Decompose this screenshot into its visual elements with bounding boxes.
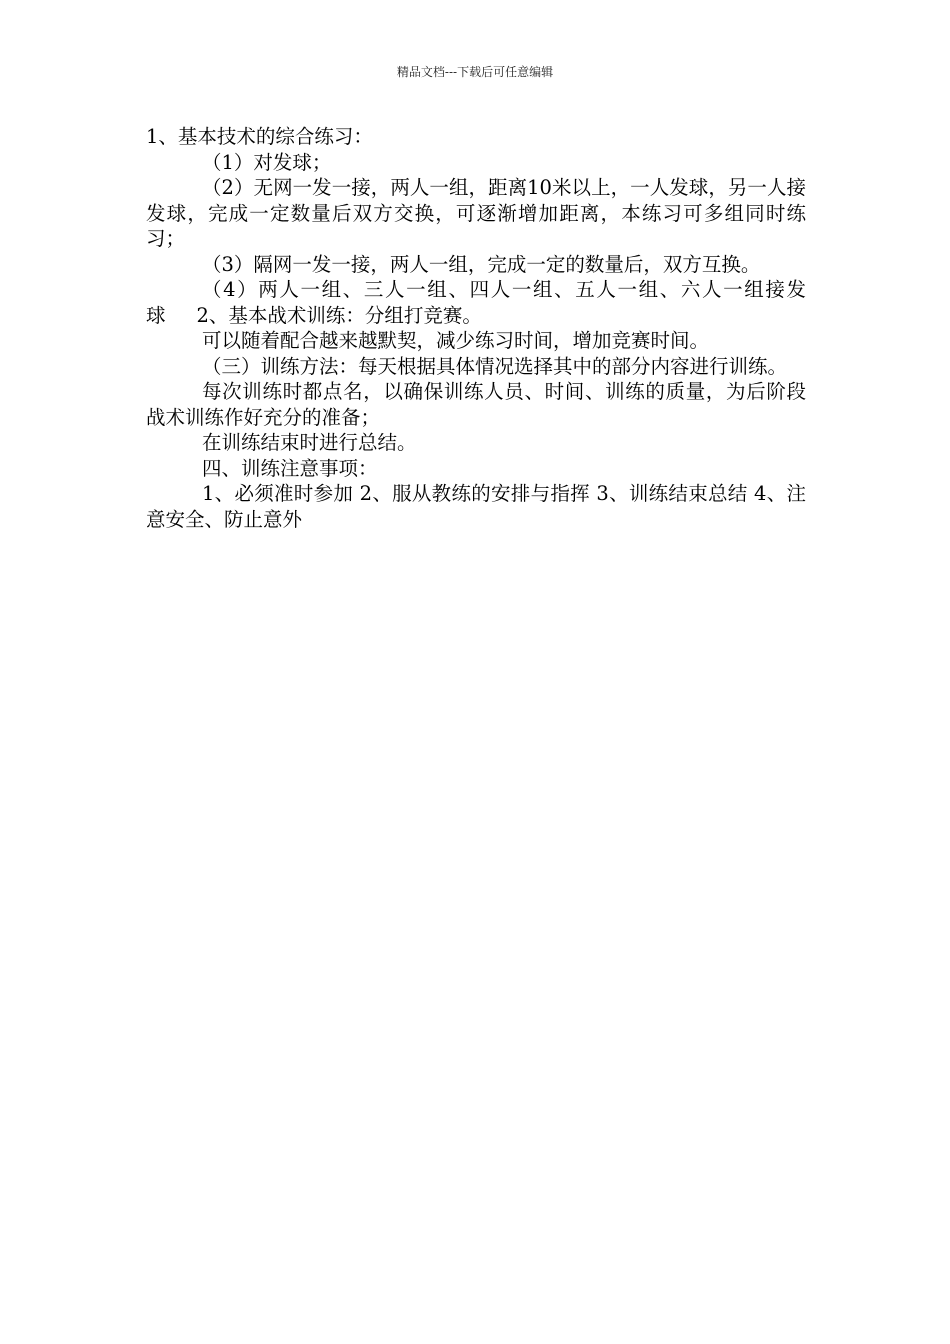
page-header: 精品文档---下载后可任意编辑: [396, 65, 554, 79]
paragraph-serve-practice: （1）对发球；: [202, 150, 332, 174]
document-body: [146, 124, 806, 532]
paragraph-basic-skills-heading: 1、基本技术的综合练习：: [146, 125, 373, 148]
paragraph-notes-list: 1、必须准时参加 2、服从教练的安排与指挥 3、训练结束总结 4、注意安全、防止意外: [146, 482, 806, 531]
paragraph-training-method: （三）训练方法：每天根据具体情况选择其中的部分内容进行训练。: [202, 354, 788, 378]
paragraph-no-net-drill: （2）无网一发一接，两人一组，距离10米以上，一人发球，另一人接发球，完成一定数量后双方交换，可逐渐增加距离，本练习可多组同时练习；: [146, 176, 806, 250]
paragraph-coordination: 可以随着配合越来越默契，减少练习时间，增加竞赛时间。: [202, 329, 710, 352]
paragraph-group-receive: （4）两人一组、三人一组、四人一组、五人一组、六人一组接发球 2、基本战术训练：分组打竞赛。: [146, 278, 806, 327]
paragraph-summary: 在训练结束时进行总结。: [202, 431, 417, 454]
paragraph-notes-heading: 四、训练注意事项：: [202, 456, 378, 480]
paragraph-net-drill: （3）隔网一发一接，两人一组，完成一定的数量后，双方互换。: [202, 252, 761, 276]
paragraph-roll-call: 每次训练时都点名，以确保训练人员、时间、训练的质量，为后阶段战术训练作好充分的准备；: [146, 380, 806, 429]
